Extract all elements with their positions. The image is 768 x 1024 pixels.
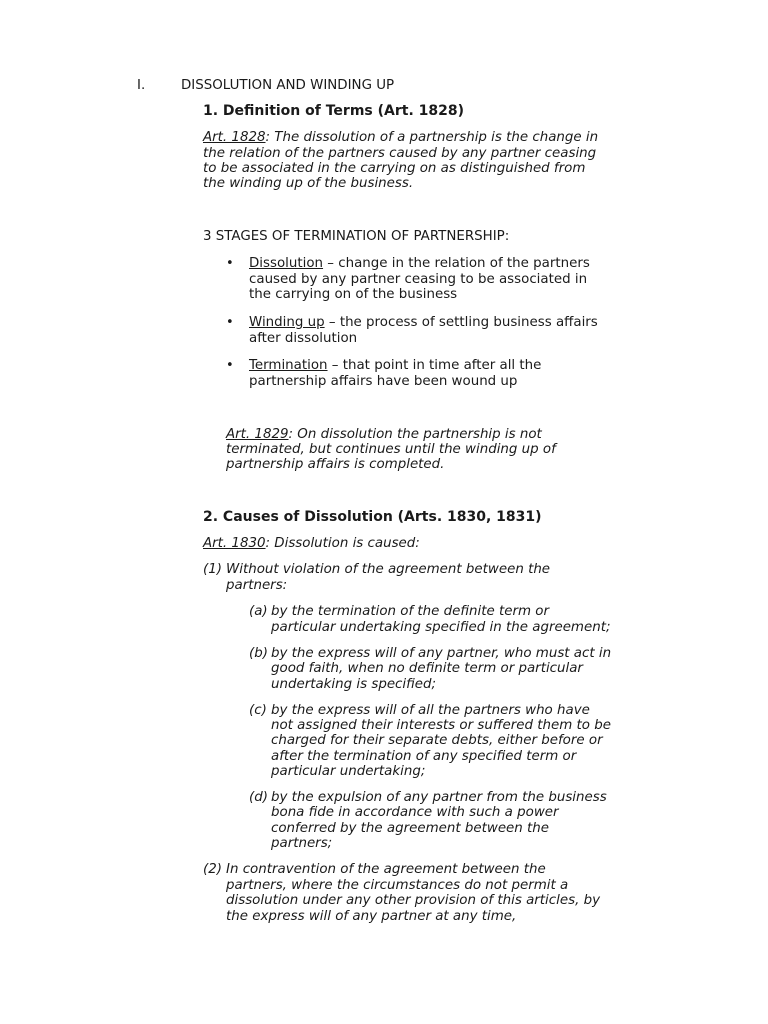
stage-winding-up-line-1 (249, 315, 598, 331)
art-1828-line-1 (203, 130, 598, 146)
stage-term: Termination (249, 358, 328, 373)
definition-heading: 1. Definition of Terms (Art. 1828) (203, 103, 464, 119)
cause-2-line-1: In contravention of the agreement between the (226, 862, 546, 877)
cause-label: (1) (203, 562, 222, 577)
art-1830-ref: Art. 1830 (203, 536, 266, 551)
subcause-c-line-3: charged for their separate debts, either before or (271, 733, 603, 748)
subcause-label: (d) (249, 790, 268, 805)
subcause-c-line-5: particular undertaking; (271, 764, 426, 779)
subcause-b-line-2: good faith, when no definite term or particular (271, 661, 583, 676)
stage-text: – that point in time after all the (327, 358, 542, 373)
cause-2-line-4: the express will of any partner at any time, (226, 909, 517, 924)
art-1830-text: : Dissolution is caused: (265, 536, 420, 551)
art-1828-line-3: to be associated in the carrying on as distinguished from (203, 161, 586, 176)
bullet-icon: • (226, 315, 234, 330)
cause-label: (2) (203, 862, 222, 877)
stage-term: Winding up (249, 315, 325, 330)
causes-heading: 2. Causes of Dissolution (Arts. 1830, 1831) (203, 509, 542, 525)
subcause-a-line-1: by the termination of the definite term or (271, 604, 549, 619)
stage-termination-line-2: partnership affairs have been wound up (249, 374, 518, 389)
cause-2-line-2: partners, where the circumstances do not permit a (226, 878, 569, 893)
subcause-label: (a) (249, 604, 268, 619)
cause-1-line-2: partners: (226, 578, 288, 593)
art-1828-text: : The dissolution of a partnership is the change in (265, 130, 599, 145)
subcause-label: (c) (249, 703, 267, 718)
stage-text: – the process of settling business affairs (324, 315, 598, 330)
stage-termination-line-1 (249, 358, 541, 374)
subcause-d-line-4: partners; (271, 836, 333, 851)
art-1828-ref: Art. 1828 (203, 130, 266, 145)
subcause-d-line-2: bona fide in accordance with such a power (271, 805, 559, 820)
cause-2-line-3: dissolution under any other provision of this articles, by (226, 893, 601, 908)
stage-dissolution-line-2: caused by any partner ceasing to be associated in (249, 272, 588, 287)
cause-1-line-1: Without violation of the agreement between the (226, 562, 551, 577)
stages-heading: 3 STAGES OF TERMINATION OF PARTNERSHIP: (203, 229, 510, 244)
section-numeral: I. (137, 78, 146, 93)
art-1829-text: : On dissolution the partnership is not (288, 427, 542, 442)
stage-text: – change in the relation of the partners (323, 256, 590, 271)
subcause-b-line-1: by the express will of any partner, who must act in (271, 646, 612, 661)
subcause-a-line-2: particular undertaking specified in the agreement; (271, 620, 611, 635)
art-1829-line-2: terminated, but continues until the winding up of (226, 442, 556, 457)
subcause-d-line-1: by the expulsion of any partner from the business (271, 790, 607, 805)
subcause-c-line-2: not assigned their interests or suffered them to be (271, 718, 611, 733)
subcause-c-line-1: by the express will of all the partners who have (271, 703, 590, 718)
art-1828-line-4: the winding up of the business. (203, 176, 414, 191)
art-1829-line-1 (226, 427, 542, 443)
subcause-label: (b) (249, 646, 268, 661)
subcause-c-line-4: after the termination of any specified term or (271, 749, 577, 764)
art-1830-intro (203, 536, 420, 552)
subcause-d-line-3: conferred by the agreement between the (271, 821, 550, 836)
bullet-icon: • (226, 256, 234, 271)
bullet-icon: • (226, 358, 234, 373)
stage-dissolution-line-3: the carrying on of the business (249, 287, 458, 302)
stage-term: Dissolution (249, 256, 324, 271)
art-1829-ref: Art. 1829 (226, 427, 289, 442)
art-1829-line-3: partnership affairs is completed. (226, 457, 445, 472)
stage-winding-up-line-2: after dissolution (249, 331, 358, 346)
subcause-b-line-3: undertaking is specified; (271, 677, 437, 692)
stage-dissolution-line-1 (249, 256, 590, 272)
section-title: DISSOLUTION AND WINDING UP (181, 78, 395, 93)
art-1828-line-2: the relation of the partners caused by any partner ceasing (203, 146, 597, 161)
